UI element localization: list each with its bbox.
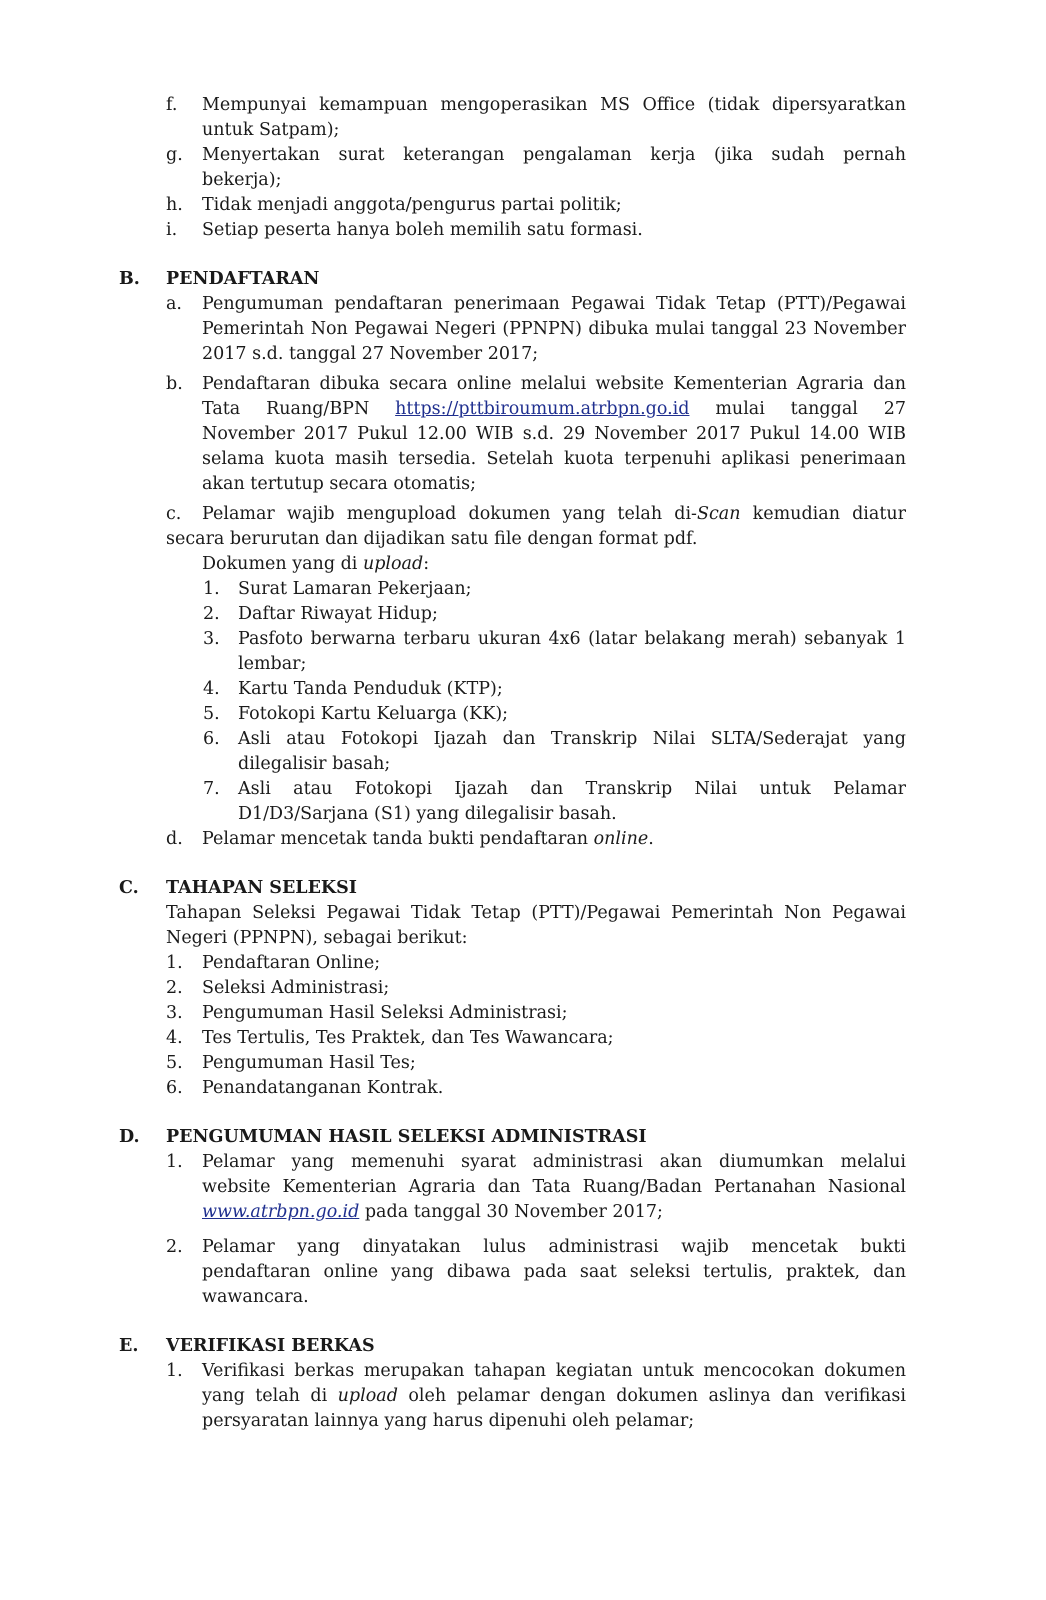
list-item-line: Menyertakan surat keterangan pengalaman kerja (jika sudah pernah	[202, 145, 906, 165]
step-number: 6.	[166, 1078, 183, 1098]
list-item-line: persyaratan lainnya yang harus dipenuhi oleh pelamar;	[202, 1411, 695, 1431]
list-item-line: Pendaftaran dibuka secara online melalui website Kementerian Agraria dan	[202, 374, 906, 394]
doc-item: Kartu Tanda Penduduk (KTP);	[238, 679, 503, 699]
doc-number: 7.	[203, 779, 220, 799]
item-label: a.	[166, 294, 182, 314]
step-item: Tes Tertulis, Tes Praktek, dan Tes Wawancara;	[202, 1028, 614, 1048]
list-item-line: 2017 s.d. tanggal 27 November 2017;	[202, 344, 539, 364]
section-title: VERIFIKASI BERKAS	[166, 1336, 375, 1356]
list-item-line: Verifikasi berkas merupakan tahapan kegiatan untuk mencocokan dokumen	[202, 1361, 906, 1381]
item-label: c.	[166, 504, 182, 524]
text-run: mulai tanggal 27	[715, 399, 906, 419]
doc-item: lembar;	[238, 654, 307, 674]
step-number: 2.	[166, 978, 183, 998]
doc-item: Asli atau Fotokopi Ijazah dan Transkrip Nilai untuk Pelamar	[238, 779, 906, 799]
list-item-line: Pemerintah Non Pegawai Negeri (PPNPN) dibuka mulai tanggal 23 November	[202, 319, 906, 339]
item-label: f.	[166, 95, 178, 115]
item-label: h.	[166, 195, 183, 215]
list-item-line	[202, 827, 654, 852]
text-run: :	[423, 554, 430, 574]
doc-number: 2.	[203, 604, 220, 624]
section-title: PENDAFTARAN	[166, 269, 320, 289]
list-item-line: Pengumuman pendaftaran penerimaan Pegawai Tidak Tetap (PTT)/Pegawai	[202, 294, 906, 314]
item-label: d.	[166, 829, 183, 849]
documents-heading	[202, 552, 429, 577]
text-run: oleh pelamar dengan dokumen aslinya dan verifikasi	[397, 1386, 906, 1406]
item-number: 2.	[166, 1237, 183, 1257]
list-item-line: Setiap peserta hanya boleh memilih satu formasi.	[202, 220, 643, 240]
step-item: Pendaftaran Online;	[202, 953, 381, 973]
list-item-line	[202, 502, 906, 527]
step-item: Penandatanganan Kontrak.	[202, 1078, 444, 1098]
section-letter: C.	[119, 878, 139, 898]
list-item-line: akan tertutup secara otomatis;	[202, 474, 477, 494]
item-label: i.	[166, 220, 178, 240]
list-item-line: November 2017 Pukul 12.00 WIB s.d. 29 November 2017 Pukul 14.00 WIB	[202, 424, 906, 444]
doc-item: Pasfoto berwarna terbaru ukuran 4x6 (latar belakang merah) sebanyak 1	[238, 629, 906, 649]
doc-number: 6.	[203, 729, 220, 749]
list-item-line: Mempunyai kemampuan mengoperasikan MS Office (tidak dipersyaratkan	[202, 95, 906, 115]
list-item-line	[202, 397, 906, 422]
list-item-line: wawancara.	[202, 1287, 309, 1307]
doc-number: 3.	[203, 629, 220, 649]
item-number: 1.	[166, 1152, 183, 1172]
registration-website-link[interactable]: https://pttbiroumum.atrbpn.go.id	[395, 399, 690, 419]
list-item-line: untuk Satpam);	[202, 120, 340, 140]
text-run-italic: upload	[362, 554, 424, 574]
text-run: .	[648, 829, 654, 849]
text-run: kemudian diatur	[740, 504, 907, 524]
text-run: Dokumen yang di	[202, 554, 363, 574]
text-run: pada tanggal 30 November 2017;	[359, 1202, 663, 1222]
item-number: 1.	[166, 1361, 183, 1381]
list-item-line	[202, 1384, 906, 1409]
list-item-line: Pelamar yang dinyatakan lulus administrasi wajib mencetak bukti	[202, 1237, 906, 1257]
doc-item: Fotokopi Kartu Keluarga (KK);	[238, 704, 509, 724]
doc-number: 4.	[203, 679, 220, 699]
item-label: g.	[166, 145, 183, 165]
step-number: 5.	[166, 1053, 183, 1073]
section-letter: B.	[119, 269, 140, 289]
doc-number: 5.	[203, 704, 220, 724]
atrbpn-website-link[interactable]: www.atrbpn.go.id	[202, 1202, 360, 1222]
step-item: Pengumuman Hasil Tes;	[202, 1053, 416, 1073]
section-title: PENGUMUMAN HASIL SELEKSI ADMINISTRASI	[166, 1127, 647, 1147]
intro-line: Negeri (PPNPN), sebagai berikut:	[166, 928, 468, 948]
doc-item: Daftar Riwayat Hidup;	[238, 604, 438, 624]
text-run: Pelamar mencetak tanda bukti pendaftaran	[202, 829, 594, 849]
list-item-line: selama kuota masih tersedia. Setelah kuota terpenuhi aplikasi penerimaan	[202, 449, 906, 469]
text-run-italic: upload	[337, 1386, 398, 1406]
step-number: 3.	[166, 1003, 183, 1023]
list-item-line	[202, 1200, 663, 1225]
section-title: TAHAPAN SELEKSI	[166, 878, 357, 898]
list-item-line: website Kementerian Agraria dan Tata Ruang/Badan Pertanahan Nasional	[202, 1177, 906, 1197]
step-number: 1.	[166, 953, 183, 973]
doc-item: Surat Lamaran Pekerjaan;	[238, 579, 472, 599]
list-item-line: bekerja);	[202, 170, 282, 190]
text-run-italic: online	[593, 829, 649, 849]
step-item: Pengumuman Hasil Seleksi Administrasi;	[202, 1003, 568, 1023]
doc-item: Asli atau Fotokopi Ijazah dan Transkrip Nilai SLTA/Sederajat yang	[238, 729, 906, 749]
step-item: Seleksi Administrasi;	[202, 978, 390, 998]
item-label: b.	[166, 374, 183, 394]
doc-number: 1.	[203, 579, 220, 599]
text-run-italic: Scan	[696, 504, 741, 524]
list-item-line: Tidak menjadi anggota/pengurus partai politik;	[202, 195, 622, 215]
list-item-line: Pelamar yang memenuhi syarat administrasi akan diumumkan melalui	[202, 1152, 906, 1172]
doc-item: D1/D3/Sarjana (S1) yang dilegalisir basah.	[238, 804, 617, 824]
doc-item: dilegalisir basah;	[238, 754, 391, 774]
list-item-line: secara berurutan dan dijadikan satu file dengan format pdf.	[166, 529, 698, 549]
section-letter: D.	[119, 1127, 140, 1147]
list-item-line: pendaftaran online yang dibawa pada saat seleksi tertulis, praktek, dan	[202, 1262, 906, 1282]
intro-line: Tahapan Seleksi Pegawai Tidak Tetap (PTT)/Pegawai Pemerintah Non Pegawai	[166, 903, 906, 923]
step-number: 4.	[166, 1028, 183, 1048]
section-letter: E.	[119, 1336, 139, 1356]
text-run: Pelamar wajib mengupload dokumen yang telah di-	[202, 504, 697, 524]
text-run: Tata Ruang/BPN	[202, 399, 370, 419]
text-run: yang telah di	[202, 1386, 338, 1406]
